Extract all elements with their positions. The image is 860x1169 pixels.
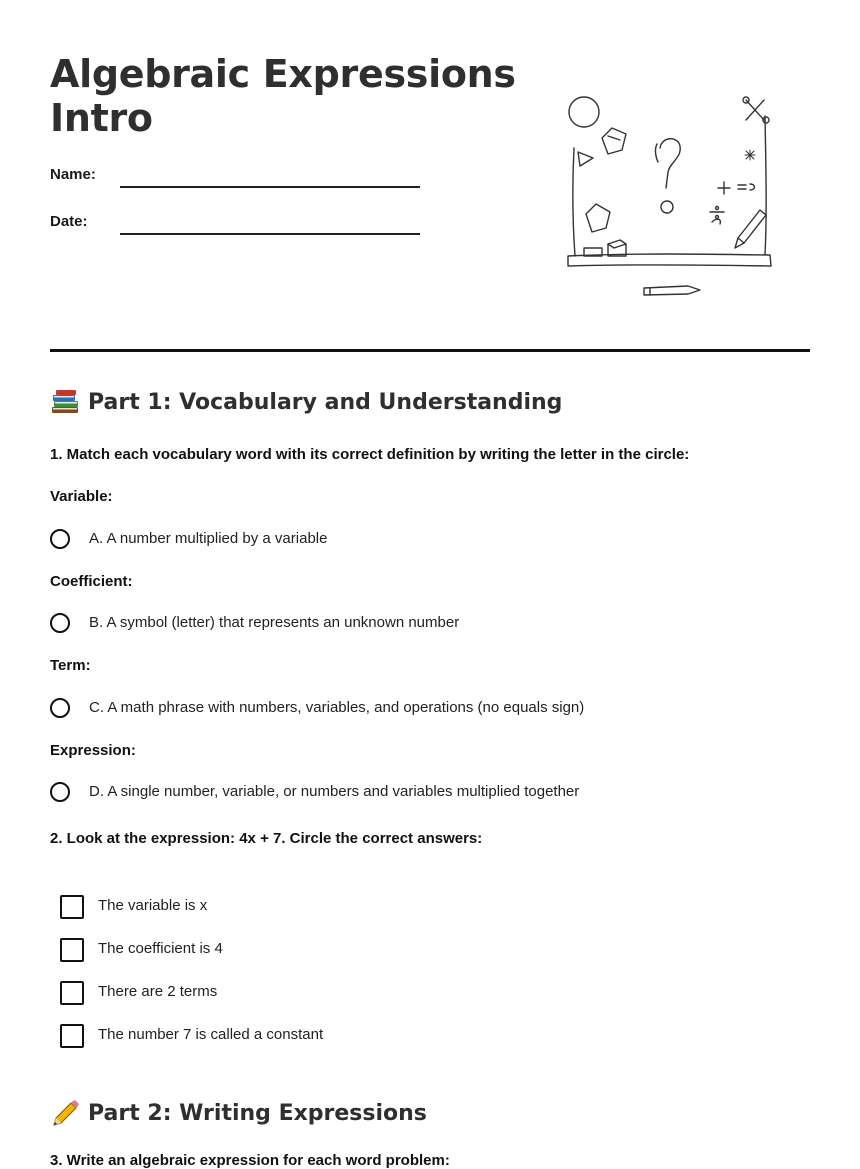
pencil-icon [50, 1099, 80, 1127]
date-label: Date: [50, 213, 88, 230]
title-line-2: Intro [50, 96, 153, 140]
vocab-term: Variable: [50, 488, 113, 505]
option-text: The coefficient is 4 [98, 940, 223, 957]
header-divider [50, 349, 810, 352]
part1-title-text: Part 1: Vocabulary and Understanding [88, 389, 563, 415]
answer-circle[interactable] [50, 698, 70, 718]
name-label: Name: [50, 166, 96, 183]
option-text: The number 7 is called a constant [98, 1026, 324, 1043]
answer-circle[interactable] [50, 529, 70, 549]
definition-text: C. A math phrase with numbers, variables, and operations (no equals sign) [89, 699, 585, 716]
definition-text: D. A single number, variable, or numbers and variables multiplied together [89, 783, 580, 800]
vocab-term: Term: [50, 657, 91, 674]
answer-checkbox[interactable] [60, 895, 84, 919]
books-icon [50, 388, 80, 416]
chalkboard-doodle-icon [560, 88, 780, 303]
part1-title [50, 388, 562, 416]
vocab-term: Coefficient: [50, 573, 133, 590]
vocab-term: Expression: [50, 742, 136, 759]
name-field[interactable] [120, 186, 420, 188]
q2-prompt: 2. Look at the expression: 4x + 7. Circle the correct answers: [50, 830, 483, 847]
answer-checkbox[interactable] [60, 1024, 84, 1048]
answer-circle[interactable] [50, 613, 70, 633]
page-title [50, 52, 516, 140]
part2-title [50, 1099, 427, 1127]
date-field[interactable] [120, 233, 420, 235]
answer-checkbox[interactable] [60, 938, 84, 962]
title-line-1: Algebraic Expressions [50, 52, 516, 96]
answer-checkbox[interactable] [60, 981, 84, 1005]
q3-prompt: 3. Write an algebraic expression for each word problem: [50, 1152, 450, 1169]
definition-text: B. A symbol (letter) that represents an unknown number [89, 614, 460, 631]
part2-title-text: Part 2: Writing Expressions [88, 1100, 427, 1126]
option-text: The variable is x [98, 897, 208, 914]
definition-text: A. A number multiplied by a variable [89, 530, 328, 547]
q1-prompt: 1. Match each vocabulary word with its correct definition by writing the letter in the circle: [50, 446, 690, 463]
option-text: There are 2 terms [98, 983, 218, 1000]
answer-circle[interactable] [50, 782, 70, 802]
